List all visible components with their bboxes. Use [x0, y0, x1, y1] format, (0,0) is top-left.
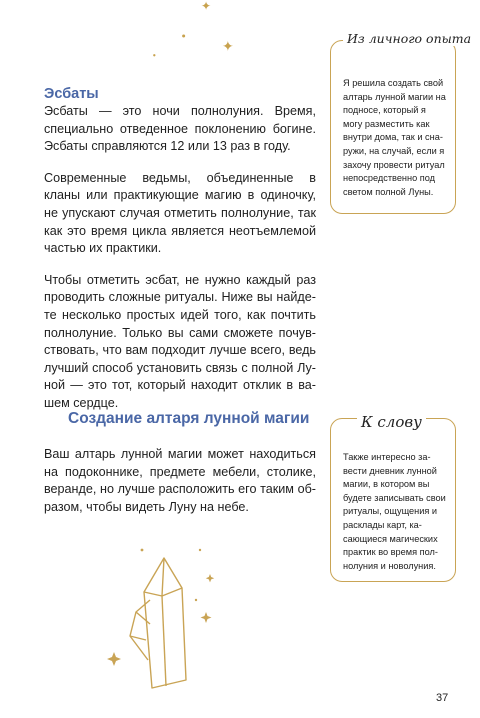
main-column-2 — [44, 446, 316, 530]
section-heading-esbaty: Эсбаты — [44, 86, 99, 102]
section-heading-altar — [44, 410, 344, 428]
paragraph: Современные ведьмы, объединенные в кланы или практикующие магию в одиночку, не упускают случая отметить полнолуние, так как это время цикла является неотъемлемой частью их практики. — [44, 170, 316, 256]
paragraph: Ваш алтарь лунной магии может находиться на подоконнике, предмете мебели, столике, веранде, но лучше расположить его таким образом, чтобы видеть Луну на небе. — [44, 447, 316, 514]
crescent-moon-icon — [44, 410, 58, 428]
star-icon: ● — [153, 53, 156, 57]
sidebox-personal-experience — [330, 31, 472, 214]
page-number: 37 — [436, 692, 449, 704]
paragraph: Чтобы отметить эсбат, не нужно каждый раз проводить сложные ритуалы. Ниже вы найдете несколько простых идей того, как почтить полнолуние. Только вы сами сможете почувствовать, что вам подходит лучше всего, ведь лучший способ установить связь с полной Луной — это тот, который находит отклик в вашем сердце. — [44, 272, 316, 410]
paragraph: Эсбаты — это ночи полнолуния. Время, специально отведенное поклонению богине. Эсбаты справляются 12 или 13 раз в году. — [44, 104, 316, 154]
main-column — [44, 86, 316, 427]
star-icon: ✦ — [222, 39, 234, 55]
sidebox-text: Я решила создать свой алтарь лунной магии на подносе, который я могу разместить как внутри дома, так и снаружи, на случай, если я захочу провести ритуал непосредственно под светом полной Луны. — [343, 78, 446, 197]
section-heading-text: Создание алтаря лунной магии — [68, 410, 310, 427]
sidebox-text: Также интересно завести дневник лунной магии, в котором вы будете записывать свои ритуалы, ощущения и расклады карт, касающиеся магических практик во время полнолуния и новолуния. — [343, 452, 446, 571]
sidebox-by-the-way — [330, 413, 456, 582]
star-icon: ✦ — [201, 0, 212, 13]
crystal-icon — [100, 540, 220, 700]
sidebox-title: Из личного опыта — [343, 31, 475, 46]
sidebox-title: К слову — [357, 413, 426, 431]
star-icon: ● — [182, 33, 186, 38]
